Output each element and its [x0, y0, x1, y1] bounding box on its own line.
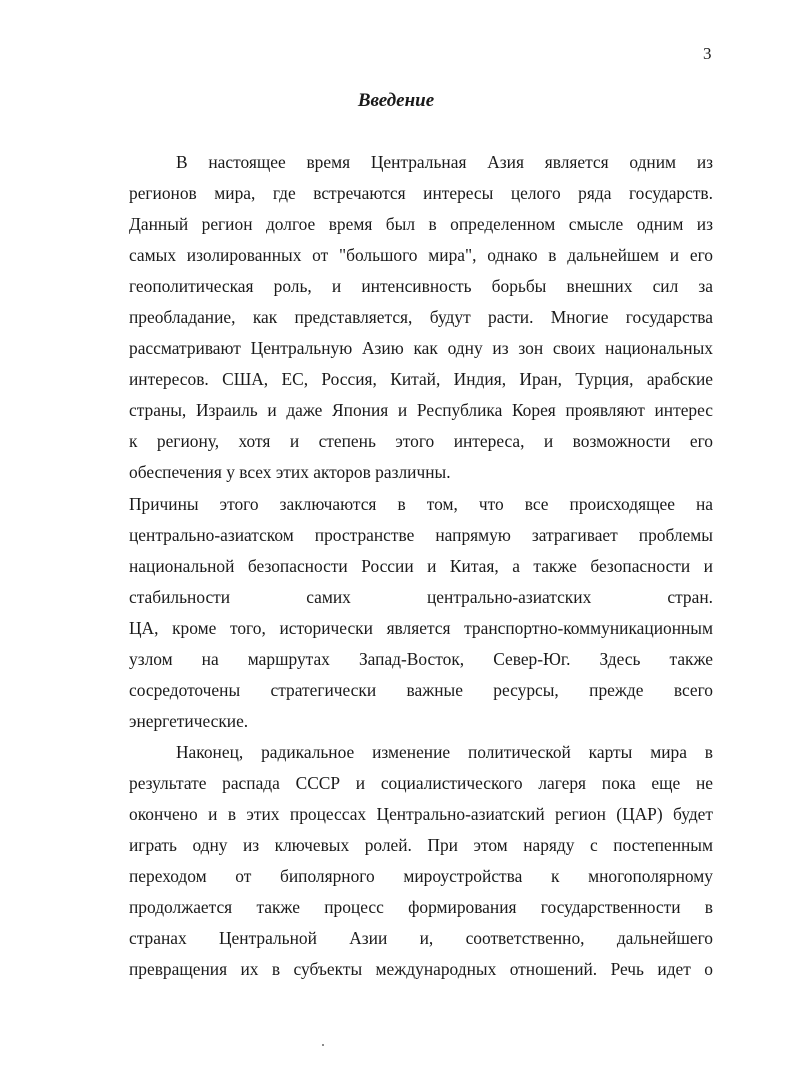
text-line: к региону, хотя и степень этого интереса, и возможности его — [129, 431, 713, 451]
text-line: энергетические. — [129, 711, 249, 731]
text-line: продолжается также процесс формирования государственности в — [129, 897, 713, 917]
text-line: преобладание, как представляется, будут расти. Многие государства — [129, 307, 713, 327]
page-number: 3 — [703, 44, 712, 63]
text-line: самых изолированных от "большого мира", однако в дальнейшем и его — [129, 245, 713, 265]
text-line: центрально-азиатском пространстве напрямую затрагивает проблемы — [129, 525, 713, 545]
text-line: рассматривают Центральную Азию как одну из зон своих национальных — [129, 338, 713, 358]
text-line: Наконец, радикальное изменение политической карты мира в — [176, 742, 713, 762]
text-line: страны, Израиль и даже Япония и Республика Корея проявляют интерес — [129, 400, 713, 420]
text-line: регионов мира, где встречаются интересы целого ряда государств. — [129, 183, 713, 203]
text-line: результате распада СССР и социалистического лагеря пока еще не — [129, 773, 713, 793]
text-line: интересов. США, ЕС, Россия, Китай, Индия, Иран, Турция, арабские — [129, 369, 713, 389]
scan-speck — [322, 1044, 324, 1046]
text-line: Данный регион долгое время был в определенном смысле одним из — [129, 214, 713, 234]
text-line: превращения их в субъекты международных отношений. Речь идет о — [129, 959, 713, 979]
text-line: Причины этого заключаются в том, что все происходящее на — [129, 494, 713, 514]
text-line: играть одну из ключевых ролей. При этом наряду с постепенным — [129, 835, 713, 855]
text-line: сосредоточены стратегически важные ресурсы, прежде всего — [129, 680, 713, 700]
text-line: переходом от биполярного мироустройства к многополярному — [129, 866, 713, 886]
text-line: узлом на маршрутах Запад-Восток, Север-Юг. Здесь также — [129, 649, 713, 669]
text-line: геополитическая роль, и интенсивность борьбы внешних сил за — [129, 276, 713, 296]
text-line: стабильности самих центрально-азиатских стран. — [129, 587, 713, 607]
text-line: В настоящее время Центральная Азия является одним из — [176, 152, 713, 172]
text-line: обеспечения у всех этих акторов различны. — [129, 462, 451, 482]
text-line: национальной безопасности России и Китая, а также безопасности и — [129, 556, 713, 576]
section-heading: Введение — [357, 90, 435, 111]
text-line: странах Центральной Азии и, соответственно, дальнейшего — [129, 928, 713, 948]
text-line: ЦА, кроме того, исторически является транспортно-коммуникационным — [129, 618, 713, 638]
text-line: окончено и в этих процессах Центрально-азиатский регион (ЦАР) будет — [129, 804, 713, 824]
